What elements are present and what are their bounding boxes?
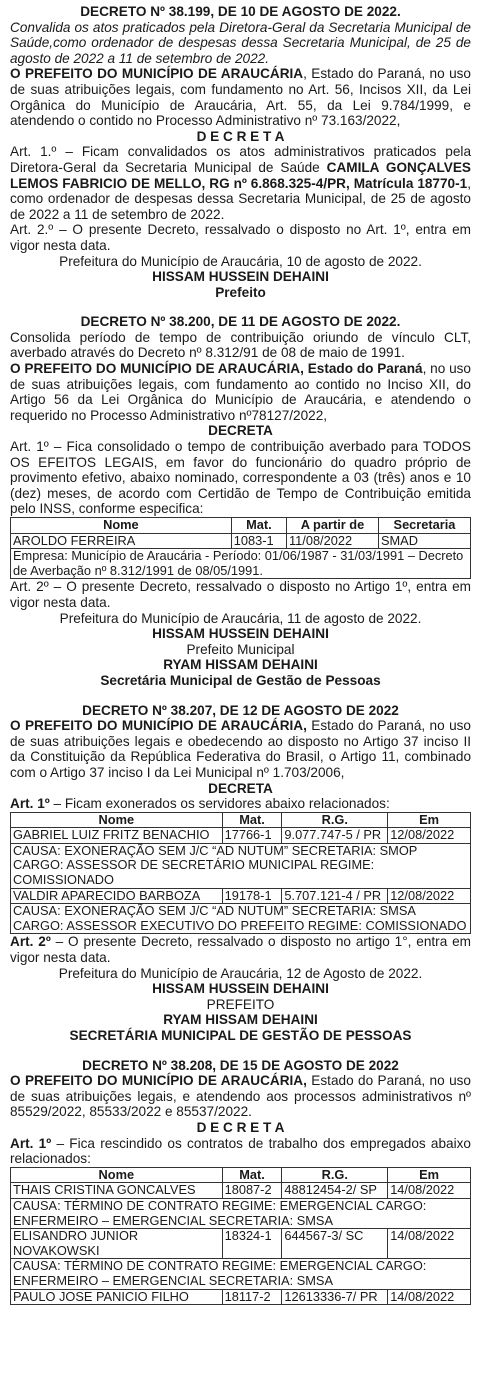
signer-role: Prefeito bbox=[215, 284, 266, 300]
cell-mat: 17766-1 bbox=[222, 828, 282, 844]
intro-bold: O PREFEITO DO MUNICÍPIO DE ARAUCÁRIA bbox=[10, 66, 304, 82]
table-note-row bbox=[11, 1259, 471, 1289]
table-header-row bbox=[11, 812, 471, 828]
place-date: Prefeitura do Município de Araucária, 11 de agosto de 2022. bbox=[59, 610, 422, 626]
article-2: Art. 2.º – O presente Decreto, ressalvado o disposto no Art. 1º, entra em vigor nesta data. bbox=[10, 222, 471, 253]
cell-note: CAUSA: EXONERAÇÃO SEM J/C “AD NUTUM” SECRETARIA: SMSA CARGO: ASSESSOR EXECUTIVO DO PREFEITO REGIME: COMISSIONADO bbox=[11, 904, 471, 934]
table-header-row bbox=[11, 518, 471, 534]
cell-date: 12/08/2022 bbox=[388, 828, 471, 844]
cell-mat: 18324-1 bbox=[222, 1229, 282, 1259]
signer2-name: RYAM HISSAM DEHAINI bbox=[163, 657, 318, 673]
art2-label: Art. 2º bbox=[10, 934, 51, 950]
cell-date: 14/08/2022 bbox=[388, 1289, 471, 1305]
cell-rg: 12613336-7/ PR bbox=[282, 1289, 388, 1305]
decree-title: DECRETO Nº 38.207, DE 12 DE AGOSTO DE 2022 bbox=[82, 702, 399, 718]
col-header: R.G. bbox=[282, 1167, 388, 1183]
col-header: Nome bbox=[11, 518, 232, 534]
employee-table bbox=[10, 517, 471, 579]
cell-name: ELISANDRO JUNIOR NOVAKOWSKI bbox=[11, 1229, 223, 1259]
cell-date: 14/08/2022 bbox=[388, 1229, 471, 1259]
intro-rest: , Estado do Paraná, no uso de suas atribuições legais, com fundamento no Art. 56, Incisos XII, da Lei Orgânica do Município de Araucária, Art. 55, da Lei 9.784/1999, e atendendo o contido no Processo Administrativo nº 73.163/2022, bbox=[10, 66, 471, 129]
col-header: Secretaria bbox=[378, 518, 470, 534]
table-note-row bbox=[11, 549, 471, 579]
signer2-name: RYAM HISSAM DEHAINI bbox=[163, 1012, 318, 1028]
decree-intro bbox=[10, 361, 471, 423]
place-date: Prefeitura do Município de Araucária, 10 de agosto de 2022. bbox=[59, 253, 422, 269]
cell-rg: 644567-3/ SC bbox=[282, 1229, 388, 1259]
place-date: Prefeitura do Município de Araucária, 12 de Agosto de 2022. bbox=[58, 965, 423, 981]
cell-mat: 18087-2 bbox=[222, 1183, 282, 1199]
article-1: Art. 1º – Fica consolidado o tempo de contribuição averbado para TODOS OS EFEITOS LEGAIS, em favor do funcionário do quadro próprio de provimento efetivo, abaixo nominado, correspondente a 03 (três) anos e 10 (dez) meses, de acordo com Certidão de Tempo de Contribuição emitida pelo INSS, conforme especifica: bbox=[10, 439, 471, 517]
intro-bold: O PREFEITO DO MUNICÍPIO DE ARAUCÁRIA, bbox=[10, 1073, 307, 1089]
decree-summary: Convalida os atos praticados pela Diretora-Geral da Secretaria Municipal de Saúde,como ordenador de despesas dessa Secretaria Municipal, de 25 de agosto de 2022 a 11 de setembro de 2022. bbox=[10, 19, 471, 66]
art1-text-a: Art. 1.º – Ficam convalidados os atos administrativos praticados pela Diretora-Geral da Secretaria Municipal de Saúde bbox=[10, 144, 471, 175]
employee-table bbox=[10, 812, 471, 935]
cell-note: CAUSA: EXONERAÇÃO SEM J/C “AD NUTUM” SECRETARIA: SMOP CARGO: ASSESSOR DE SECRETÁRIO MUNICIPAL REGIME: COMISSIONADO bbox=[11, 843, 471, 888]
col-header: Mat. bbox=[222, 812, 282, 828]
cell-date: 11/08/2022 bbox=[286, 533, 378, 549]
intro-rest: , no uso de suas atribuições legais, com fundamento ao contido no Inciso XII, do Artigo 56 da Lei Orgânica do Município de Araucária, e atendendo o requerido no Processo Administrativo nº78127/2022, bbox=[10, 361, 471, 423]
col-header: A partir de bbox=[286, 518, 378, 534]
decree-summary: Consolida período de tempo de contribuição oriundo de vínculo CLT, averbado através do Decreto nº 8.312/91 de 08 de maio de 1991. bbox=[10, 329, 471, 361]
cell-date: 14/08/2022 bbox=[388, 1183, 471, 1199]
intro-rest: Estado do Paraná, no uso de suas atribuições legais e obedecendo ao disposto no Artigo 37 inciso II da Constituição da República Federativa do Brasil, o Artigo 11, combinado com o Artigo 37 inciso I da Lei Municipal nº 1.703/2006, bbox=[10, 718, 471, 780]
cell-note: CAUSA: TÉRMINO DE CONTRATO REGIME: EMERGENCIAL CARGO: ENFERMEIRO – EMERGENCIAL SECRETARIA: SMSA bbox=[11, 1198, 471, 1228]
cell-mat: 1083-1 bbox=[231, 533, 286, 549]
intro-bold: O PREFEITO DO MUNICÍPIO DE ARAUCÁRIA, bbox=[10, 718, 307, 734]
decree-38200 bbox=[10, 314, 471, 688]
decree-title: DECRETO Nº 38.208, DE 15 DE AGOSTO DE 2022 bbox=[82, 1057, 399, 1073]
article-1 bbox=[10, 144, 471, 222]
table-row bbox=[11, 1183, 471, 1199]
table-note-row bbox=[11, 904, 471, 934]
art1-text-bold: CAMILA GONÇALVES LEMOS FABRICIO DE MELLO, RG nº 6.868.325-4/PR, Matrícula 18770-1 bbox=[10, 159, 471, 191]
col-header: Nome bbox=[11, 1167, 223, 1183]
decreta-heading: D E C R E T A bbox=[196, 128, 285, 144]
art2-text: – O presente Decreto, ressalvado o disposto no artigo 1°, entra em vigor nesta data. bbox=[10, 934, 471, 966]
cell-name: VALDIR APARECIDO BARBOZA bbox=[11, 888, 223, 904]
decree-title: DECRETO Nº 38.200, DE 11 DE AGOSTO DE 2022. bbox=[80, 314, 401, 330]
article-1 bbox=[10, 796, 471, 812]
table-note-row bbox=[11, 1198, 471, 1228]
cell-note: CAUSA: TÉRMINO DE CONTRATO REGIME: EMERGENCIAL CARGO: ENFERMEIRO – EMERGENCIAL SECRETARIA: SMSA bbox=[11, 1259, 471, 1289]
decree-38208 bbox=[10, 1058, 471, 1306]
cell-mat: 19178-1 bbox=[222, 888, 282, 904]
signer2-role: SECRETÁRIA MUNICIPAL DE GESTÃO DE PESSOAS bbox=[69, 1028, 412, 1043]
decreta-heading: DECRETA bbox=[208, 423, 273, 439]
table-row bbox=[11, 888, 471, 904]
cell-name: GABRIEL LUIZ FRITZ BENACHIO bbox=[11, 828, 223, 844]
art1-label: Art. 1º bbox=[10, 796, 50, 812]
article-2: Art. 2º – O presente Decreto, ressalvado o disposto no Artigo 1º, entra em vigor nesta data. bbox=[10, 579, 471, 610]
cell-name: AROLDO FERREIRA bbox=[11, 533, 232, 549]
art1-label: Art. 1º bbox=[10, 1135, 52, 1151]
decreta-heading: D E C R E T A bbox=[196, 1119, 285, 1135]
table-row bbox=[11, 533, 471, 549]
cell-date: 12/08/2022 bbox=[388, 888, 471, 904]
decree-38207 bbox=[10, 703, 471, 1044]
table-row bbox=[11, 1229, 471, 1259]
decreta-heading: DECRETA bbox=[208, 780, 273, 796]
art1-text: – Ficam exonerados os servidores abaixo relacionados: bbox=[49, 796, 390, 812]
art1-text-b: , como ordenador de despesas dessa Secretaria Municipal, de 25 de agosto de 2022 a 11 de setembro de 2022. bbox=[10, 175, 471, 222]
decree-intro bbox=[10, 66, 471, 128]
decree-38199 bbox=[10, 4, 471, 300]
col-header: Mat. bbox=[222, 1167, 282, 1183]
cell-note: Empresa: Município de Araucária - Período: 01/06/1987 - 31/03/1991 – Decreto de Averbação nº 8.312/1991 de 08/05/1991. bbox=[11, 549, 471, 579]
signer2-role: Secretária Municipal de Gestão de Pessoas bbox=[100, 672, 381, 688]
col-header: Nome bbox=[11, 812, 223, 828]
table-header-row bbox=[11, 1167, 471, 1183]
cell-rg: 48812454-2/ SP bbox=[282, 1183, 388, 1199]
col-header: Em bbox=[388, 1167, 471, 1183]
decree-intro bbox=[10, 718, 471, 780]
table-row bbox=[11, 828, 471, 844]
intro-bold: O PREFEITO DO MUNICÍPIO DE ARAUCÁRIA, Estado do Paraná bbox=[10, 361, 423, 377]
signer-name: HISSAM HUSSEIN DEHAINI bbox=[152, 981, 329, 997]
cell-rg: 9.077.747-5 / PR bbox=[282, 828, 388, 844]
decree-intro bbox=[10, 1073, 471, 1120]
signer-name: HISSAM HUSSEIN DEHAINI bbox=[152, 626, 329, 642]
table-note-row bbox=[11, 843, 471, 888]
article-2 bbox=[10, 934, 471, 965]
col-header: Em bbox=[388, 812, 471, 828]
table-row bbox=[11, 1289, 471, 1305]
cell-name: PAULO JOSE PANICIO FILHO bbox=[11, 1289, 223, 1305]
art1-text: – Fica rescindido os contratos de trabalho dos empregados abaixo relacionados: bbox=[10, 1135, 471, 1167]
signer-role: Prefeito Municipal bbox=[186, 641, 295, 657]
intro-rest: Estado do Paraná, no uso de suas atribuições legais, e atendendo aos processos administrativos nº 85529/2022, 85533/2022 e 85537/2022. bbox=[10, 1073, 471, 1120]
employee-table bbox=[10, 1167, 471, 1305]
col-header: R.G. bbox=[282, 812, 388, 828]
cell-rg: 5.707.121-4 / PR bbox=[282, 888, 388, 904]
cell-name: THAIS CRISTINA GONCALVES bbox=[11, 1183, 223, 1199]
decree-title: DECRETO Nº 38.199, DE 10 DE AGOSTO DE 2022. bbox=[80, 4, 401, 19]
col-header: Mat. bbox=[231, 518, 286, 534]
signer-name: HISSAM HUSSEIN DEHAINI bbox=[152, 269, 329, 285]
cell-secretaria: SMAD bbox=[378, 533, 470, 549]
article-1 bbox=[10, 1136, 471, 1167]
signer-role: PREFEITO bbox=[206, 996, 275, 1012]
cell-mat: 18117-2 bbox=[222, 1289, 282, 1305]
